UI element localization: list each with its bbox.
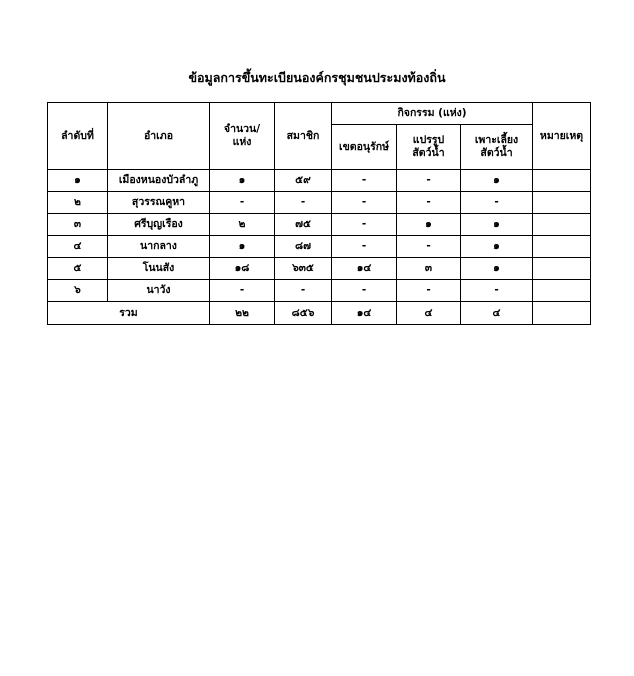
header-conservation: เขตอนุรักษ์ xyxy=(332,125,397,170)
total-row xyxy=(48,302,591,325)
cell-remarks xyxy=(533,214,591,236)
cell-conservation: - xyxy=(332,236,397,258)
cell-farming: - xyxy=(461,280,533,302)
header-order: ลำดับที่ xyxy=(48,103,108,170)
cell-conservation: ๑๔ xyxy=(332,258,397,280)
cell-remarks xyxy=(533,236,591,258)
cell-processing: - xyxy=(397,280,461,302)
table-row xyxy=(48,236,591,258)
cell-count: - xyxy=(210,192,275,214)
total-remarks xyxy=(533,302,591,325)
total-farming: ๔ xyxy=(461,302,533,325)
total-label: รวม xyxy=(48,302,210,325)
cell-processing: - xyxy=(397,170,461,192)
cell-members: ๕๙ xyxy=(275,170,332,192)
table-row xyxy=(48,258,591,280)
cell-order: ๑ xyxy=(48,170,108,192)
cell-order: ๕ xyxy=(48,258,108,280)
table-row xyxy=(48,280,591,302)
cell-farming: ๑ xyxy=(461,170,533,192)
cell-processing: ๑ xyxy=(397,214,461,236)
cell-remarks xyxy=(533,170,591,192)
cell-members: - xyxy=(275,280,332,302)
cell-conservation: - xyxy=(332,170,397,192)
cell-count: ๒ xyxy=(210,214,275,236)
header-processing-text: แปรรูป สัตว์น้ำ xyxy=(412,134,445,159)
total-conservation: ๑๔ xyxy=(332,302,397,325)
cell-processing: ๓ xyxy=(397,258,461,280)
header-remarks: หมายเหตุ xyxy=(533,103,591,170)
cell-members: ๖๓๕ xyxy=(275,258,332,280)
header-district: อำเภอ xyxy=(108,103,210,170)
cell-order: ๒ xyxy=(48,192,108,214)
header-processing xyxy=(397,125,461,170)
header-count xyxy=(210,103,275,170)
cell-count: ๑ xyxy=(210,170,275,192)
header-count-text: จำนวน/ แห่ง xyxy=(223,123,261,148)
cell-count: ๑ xyxy=(210,236,275,258)
cell-farming: ๑ xyxy=(461,236,533,258)
cell-processing: - xyxy=(397,236,461,258)
cell-remarks xyxy=(533,280,591,302)
cell-order: ๔ xyxy=(48,236,108,258)
header-farming-text: เพาะเลี้ยง สัตว์น้ำ xyxy=(474,134,519,159)
cell-farming: - xyxy=(461,192,533,214)
cell-district: เมืองหนองบัวลำภู xyxy=(108,170,210,192)
total-members: ๘๕๖ xyxy=(275,302,332,325)
total-processing: ๔ xyxy=(397,302,461,325)
cell-district: โนนสัง xyxy=(108,258,210,280)
cell-order: ๖ xyxy=(48,280,108,302)
header-members: สมาชิก xyxy=(275,103,332,170)
cell-members: ๗๕ xyxy=(275,214,332,236)
header-activities: กิจกรรม (แห่ง) xyxy=(332,103,533,125)
cell-remarks xyxy=(533,192,591,214)
cell-count: ๑๘ xyxy=(210,258,275,280)
cell-district: นากลาง xyxy=(108,236,210,258)
cell-processing: - xyxy=(397,192,461,214)
cell-members: - xyxy=(275,192,332,214)
cell-count: - xyxy=(210,280,275,302)
cell-order: ๓ xyxy=(48,214,108,236)
cell-members: ๘๗ xyxy=(275,236,332,258)
cell-district: ศรีบุญเรือง xyxy=(108,214,210,236)
cell-district: นาวัง xyxy=(108,280,210,302)
cell-conservation: - xyxy=(332,280,397,302)
cell-remarks xyxy=(533,258,591,280)
cell-district: สุวรรณคูหา xyxy=(108,192,210,214)
cell-farming: ๑ xyxy=(461,214,533,236)
cell-farming: ๑ xyxy=(461,258,533,280)
cell-conservation: - xyxy=(332,192,397,214)
registration-table xyxy=(47,102,591,325)
total-count: ๒๒ xyxy=(210,302,275,325)
table-row xyxy=(48,214,591,236)
table-row xyxy=(48,192,591,214)
page-title: ข้อมูลการขึ้นทะเบียนองค์กรชุมชนประมงท้องถิ่น xyxy=(188,70,446,85)
header-farming xyxy=(461,125,533,170)
table-row xyxy=(48,170,591,192)
cell-conservation: - xyxy=(332,214,397,236)
